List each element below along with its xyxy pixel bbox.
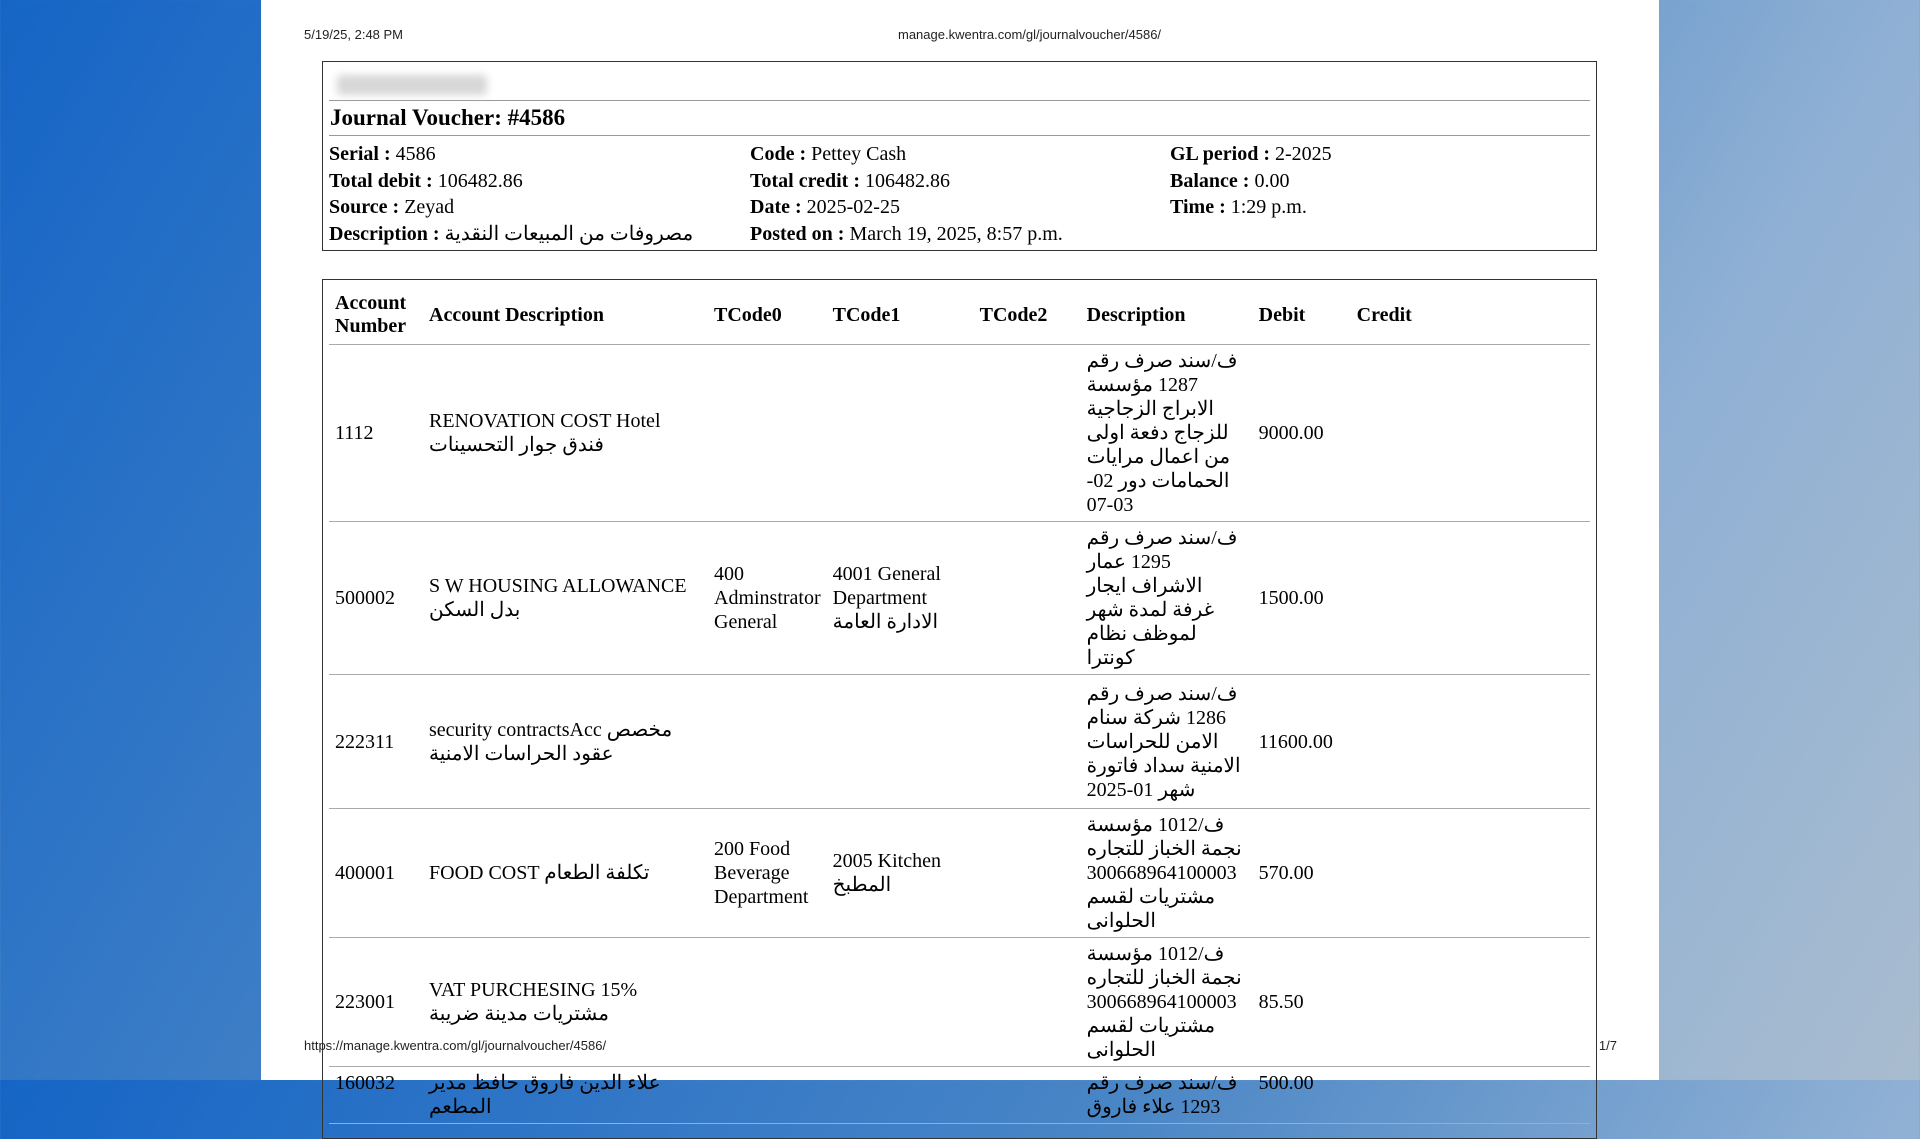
debit: 85.50: [1253, 938, 1351, 1067]
voucher-lines-box: [322, 279, 1597, 1139]
tcode2: [974, 522, 1081, 675]
col-account-description: Account Description: [423, 280, 708, 345]
source-field: Source : Zeyad: [329, 196, 455, 218]
col-tcode1: TCode1: [827, 280, 974, 345]
tcode1: [827, 675, 974, 809]
print-datetime: 5/19/25, 2:48 PM: [304, 27, 404, 42]
tcode1: [827, 1067, 974, 1124]
tcode2: [974, 938, 1081, 1067]
debit: 570.00: [1253, 809, 1351, 938]
tcode1: 4001 General Department الادارة العامة: [827, 522, 974, 675]
account-description: علاء الدين فاروق حافظ مدير المطعم: [423, 1067, 708, 1124]
account-number: 223001: [329, 938, 423, 1067]
voucher-info-box: [322, 61, 1597, 251]
print-header-url: manage.kwentra.com/gl/journalvoucher/4586/: [898, 27, 1162, 42]
tcode2: [974, 809, 1081, 938]
description-field: Description : مصروفات من المبيعات النقدية: [329, 222, 694, 245]
page-number: 1/7: [1598, 1038, 1617, 1053]
table-row: [329, 345, 1590, 522]
code-field: Code : Pettey Cash: [750, 143, 907, 165]
tcode0: [708, 938, 827, 1067]
credit: [1351, 345, 1590, 522]
credit: [1351, 1067, 1590, 1124]
table-row: [329, 675, 1590, 809]
table-header-row: [329, 280, 1590, 345]
voucher-title: Journal Voucher: #4586: [329, 101, 1590, 136]
tcode2: [974, 1067, 1081, 1124]
tcode2: [974, 345, 1081, 522]
time-field: Time : 1:29 p.m.: [1170, 196, 1307, 218]
line-description: ف/سند صرف رقم 1295 عمار الاشراف ايجار غرفة لمدة شهر لموظف نظام كونترا: [1081, 522, 1253, 675]
col-debit: Debit: [1253, 280, 1351, 345]
account-description: FOOD COST تكلفة الطعام: [423, 809, 708, 938]
table-row: [329, 1067, 1590, 1124]
company-name-redacted: [329, 62, 1590, 101]
account-description: RENOVATION COST Hotel فندق جوار التحسينات: [423, 345, 708, 522]
gl-period-field: GL period : 2-2025: [1170, 143, 1332, 165]
voucher-lines-table: [329, 280, 1590, 1124]
col-tcode0: TCode0: [708, 280, 827, 345]
tcode0: [708, 675, 827, 809]
serial-field: Serial : 4586: [329, 143, 436, 165]
date-field: Date : 2025-02-25: [750, 196, 900, 218]
balance-field: Balance : 0.00: [1170, 169, 1290, 192]
credit: [1351, 675, 1590, 809]
col-account-number: Account Number: [329, 280, 423, 345]
line-description: ف/سند صرف رقم 1286 شركة سنام الامن للحراسات الامنية سداد فاتورة شهر 01-2025: [1081, 675, 1253, 809]
tcode0: 400 Adminstrator General: [708, 522, 827, 675]
credit: [1351, 938, 1590, 1067]
printed-page: [261, 0, 1659, 1118]
account-number: 160032: [329, 1067, 423, 1124]
account-description: S W HOUSING ALLOWANCE بدل السكن: [423, 522, 708, 675]
account-description: VAT PURCHESING 15% مشتريات مدينة ضريبة: [423, 938, 708, 1067]
tcode0: [708, 345, 827, 522]
account-description: security contractsAcc مخصص عقود الحراسات الامنية: [423, 675, 708, 809]
line-description: ف/1012 مؤسسة نجمة الخباز للتجاره 300668964100003 مشتريات لقسم الحلوانى: [1081, 809, 1253, 938]
tcode2: [974, 675, 1081, 809]
account-number: 400001: [329, 809, 423, 938]
tcode1: [827, 938, 974, 1067]
line-description: ف/سند صرف رقم 1287 مؤسسة الابراج الزجاجية للزجاج دفعة اولى من اعمال مرايات الحمامات دور 02-03-07: [1081, 345, 1253, 522]
debit: 9000.00: [1253, 345, 1351, 522]
account-number: 222311: [329, 675, 423, 809]
total-debit-field: Total debit : 106482.86: [329, 169, 523, 192]
total-credit-field: Total credit : 106482.86: [750, 169, 950, 192]
tcode0: [708, 1067, 827, 1124]
tcode0: 200 Food Beverage Department: [708, 809, 827, 938]
credit: [1351, 809, 1590, 938]
col-description: Description: [1081, 280, 1253, 345]
account-number: 1112: [329, 345, 423, 522]
debit: 500.00: [1253, 1067, 1351, 1124]
credit: [1351, 522, 1590, 675]
account-number: 500002: [329, 522, 423, 675]
col-credit: Credit: [1351, 280, 1590, 345]
tcode1: 2005 Kitchen المطبخ: [827, 809, 974, 938]
debit: 11600.00: [1253, 675, 1351, 809]
line-description: ف/1012 مؤسسة نجمة الخباز للتجاره 300668964100003 مشتريات لقسم الحلوانى: [1081, 938, 1253, 1067]
voucher-fields: [329, 136, 1590, 247]
tcode1: [827, 345, 974, 522]
print-footer-url: https://manage.kwentra.com/gl/journalvoucher/4586/: [304, 1038, 607, 1053]
col-tcode2: TCode2: [974, 280, 1081, 345]
posted-on-field: Posted on : March 19, 2025, 8:57 p.m.: [750, 222, 1063, 245]
table-row: [329, 809, 1590, 938]
debit: 1500.00: [1253, 522, 1351, 675]
line-description: ف/سند صرف رقم 1293 علاء فاروق: [1081, 1067, 1253, 1124]
table-row: [329, 522, 1590, 675]
